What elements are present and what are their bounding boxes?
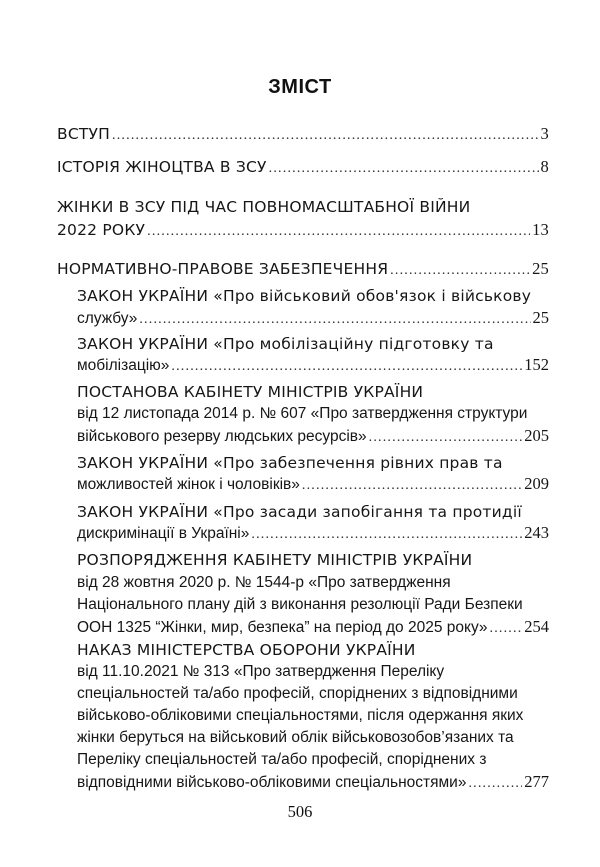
toc-entry-title-line: від 11.10.2021 № 313 «Про затвердження Переліку xyxy=(77,663,445,680)
toc-page-number: 13 xyxy=(532,220,549,239)
toc-entry-title-line: Національного плану дій з виконання резолюції Ради Безпеки xyxy=(77,596,523,613)
toc-entry-title-line: ООН 1325 “Жінки, мир, безпека” на період до 2025 року» xyxy=(77,619,488,636)
toc-entry-title-line: РОЗПОРЯДЖЕННЯ КАБІНЕТУ МІНІСТРІВ УКРАЇНИ xyxy=(77,551,473,569)
toc-entry-title-line: дискримінації в Україні» xyxy=(77,525,250,542)
toc-entry-title-line: 2022 РОКУ xyxy=(57,221,146,239)
toc-entry-title-line: від 28 жовтня 2020 р. № 1544-р «Про затвердження xyxy=(77,574,451,591)
toc-entry-title-line: спеціальностей та/або професій, споріднених з відповідними xyxy=(77,685,518,702)
dot-leader xyxy=(269,158,539,180)
toc-page-number: 254 xyxy=(524,617,549,636)
toc-page-number: 209 xyxy=(524,474,549,493)
dot-leader xyxy=(369,427,523,449)
toc-entry-title-line: можливостей жінок і чоловіків» xyxy=(77,476,300,493)
toc-entry-title-line: ЗАКОН УКРАЇНИ «Про військовий обов'язок і військову xyxy=(77,287,532,305)
toc-page-number: 8 xyxy=(540,157,549,176)
toc-entry-title-line: жінки беруться на військовий облік військовозобов’язаних та xyxy=(77,729,514,746)
toc-page-number: 277 xyxy=(524,772,549,791)
dot-leader xyxy=(147,221,530,243)
dot-leader xyxy=(139,309,530,331)
toc-entry-title-line: відповідними військово-обліковими спеціальностями» xyxy=(77,774,467,791)
toc-page-number: 3 xyxy=(540,124,549,143)
dot-leader xyxy=(490,618,523,640)
toc-entry-title: НОРМАТИВНО-ПРАВОВЕ ЗАБЕЗПЕЧЕННЯ xyxy=(57,260,389,278)
toc-page-number: 25 xyxy=(532,259,549,278)
toc-entry-title-line: службу» xyxy=(77,310,138,327)
toc-page-number: 205 xyxy=(524,426,549,445)
toc-entry-title: ІСТОРІЯ ЖІНОЦТВА В ЗСУ xyxy=(57,158,267,176)
dot-leader xyxy=(112,125,539,147)
toc-entry-title-line: військово-обліковими спеціальностями, після одержання яких xyxy=(77,707,524,724)
dot-leader xyxy=(390,260,530,282)
toc-page-number: 152 xyxy=(524,355,549,374)
toc-entry-title-line: ЗАКОН УКРАЇНИ «Про мобілізаційну підготовку та xyxy=(77,335,494,353)
toc-entry-title-line: ЗАКОН УКРАЇНИ «Про засади запобігання та протидії xyxy=(77,503,522,521)
dot-leader xyxy=(468,773,522,795)
toc-entry-title-line: Переліку спеціальностей та/або професій, споріднених з xyxy=(77,751,487,768)
page-number: 506 xyxy=(287,802,313,821)
page-title: ЗМІСТ xyxy=(268,76,332,98)
dot-leader xyxy=(251,524,522,546)
toc-entry-title-line: ПОСТАНОВА КАБІНЕТУ МІНІСТРІВ УКРАЇНИ xyxy=(77,383,424,401)
dot-leader xyxy=(302,475,522,497)
toc-page-number: 243 xyxy=(524,523,549,542)
dot-leader xyxy=(171,356,522,378)
toc-page-number: 25 xyxy=(532,308,549,327)
toc-entry-title-line: військового резерву людських ресурсів» xyxy=(77,428,367,445)
toc-entry-title-line: ЗАКОН УКРАЇНИ «Про забезпечення рівних прав та xyxy=(77,454,503,472)
toc-entry-title-line: ЖІНКИ В ЗСУ ПІД ЧАС ПОВНОМАСШТАБНОЇ ВІЙНИ xyxy=(57,198,471,216)
toc-entry-title: ВСТУП xyxy=(57,125,111,143)
toc-entry-title-line: мобілізацію» xyxy=(77,357,170,374)
toc-entry-title-line: від 12 листопада 2014 р. № 607 «Про затвердження структури xyxy=(77,405,528,422)
toc-entry-title-line: НАКАЗ МІНІСТЕРСТВА ОБОРОНИ УКРАЇНИ xyxy=(77,641,416,659)
